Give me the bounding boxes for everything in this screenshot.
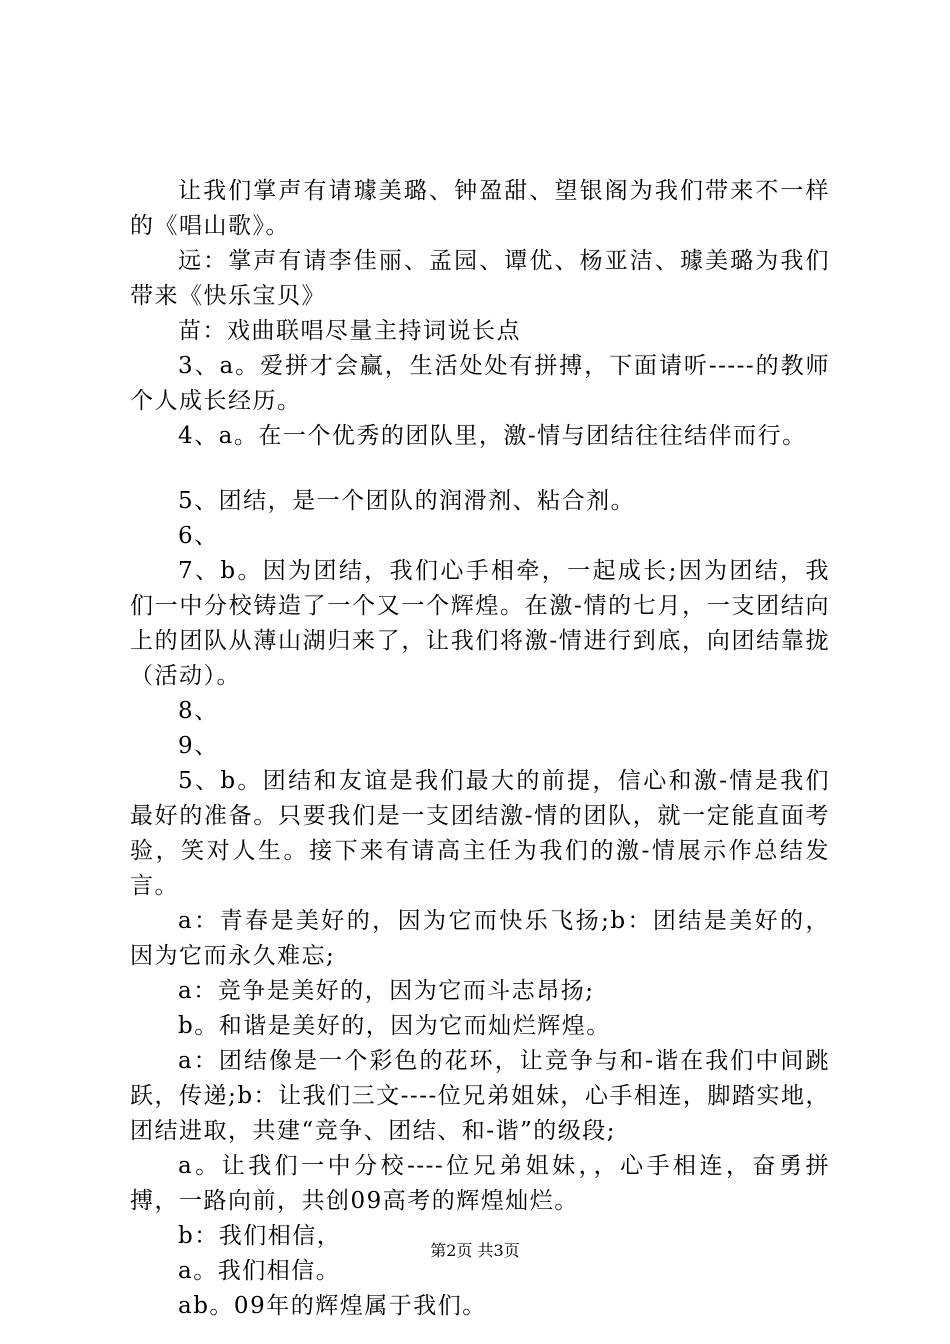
paragraph-miao-note: 苗：戏曲联唱尽量主持词说长点 [178,318,521,344]
paragraph-harmony: b。和谐是美好的，因为它而灿烂辉煌。 [178,1013,611,1039]
paragraph-believe-a: a。我们相信。 [178,1258,341,1284]
paragraph-garland: a：团结像是一个彩色的花环，让竞争与和-谐在我们中间跳跃，传递;b：让我们三文----位兄弟姐妹，心手相连，脚踏实地，团结进取，共建“竞争、团结、和-谐”的级段; [130,1048,830,1144]
paragraph-item-6: 6、 [178,523,219,549]
paragraph-exam: a。让我们一中分校----位兄弟姐妹，，心手相连，奋勇拼搏，一路向前，共创09高考的辉煌灿烂。 [130,1153,830,1214]
paragraph-item-9: 9、 [178,733,219,759]
paragraph-yuan-announcement: 远：掌声有请李佳丽、孟园、谭优、杨亚洁、璩美璐为我们带来《快乐宝贝》 [130,248,830,309]
paragraph-intro-song: 让我们掌声有请璩美璐、钟盈甜、望银阁为我们带来不一样的《唱山歌》。 [130,178,830,239]
paragraph-believe-b: b：我们相信， [178,1223,342,1249]
page-number-footer: 第2页 共3页 [430,1241,520,1260]
paragraph-spacer [130,454,830,484]
paragraph-item-5b: 5、b。团结和友谊是我们最大的前提，信心和激-情是我们最好的准备。只要我们是一支团结激-情的团队，就一定能直面考验，笑对人生。接下来有请高主任为我们的激-情展示作总结发言。 [130,768,830,899]
paragraph-closing: ab。09年的辉煌属于我们。 [178,1293,487,1319]
paragraph-item-3: 3、a。爱拼才会赢，生活处处有拼搏，下面请听-----的教师个人成长经历。 [130,353,830,414]
paragraph-competition: a：竞争是美好的，因为它而斗志昂扬; [178,978,595,1004]
paragraph-youth: a：青春是美好的，因为它而快乐飞扬;b：团结是美好的，因为它而永久难忘; [130,908,830,969]
paragraph-item-5: 5、团结，是一个团队的润滑剂、粘合剂。 [178,488,636,514]
paragraph-item-4: 4、a。在一个优秀的团队里，激-情与团结往往结伴而行。 [178,423,807,449]
paragraph-item-8: 8、 [178,698,219,724]
paragraph-item-7: 7、b。因为团结，我们心手相牵，一起成长;因为团结，我们一中分校铸造了一个又一个辉煌。在激-情的七月，一支团结向上的团队从薄山湖归来了，让我们将激-情进行到底，向团结靠拢（活动）。 [130,558,830,689]
document-body [130,174,830,1324]
